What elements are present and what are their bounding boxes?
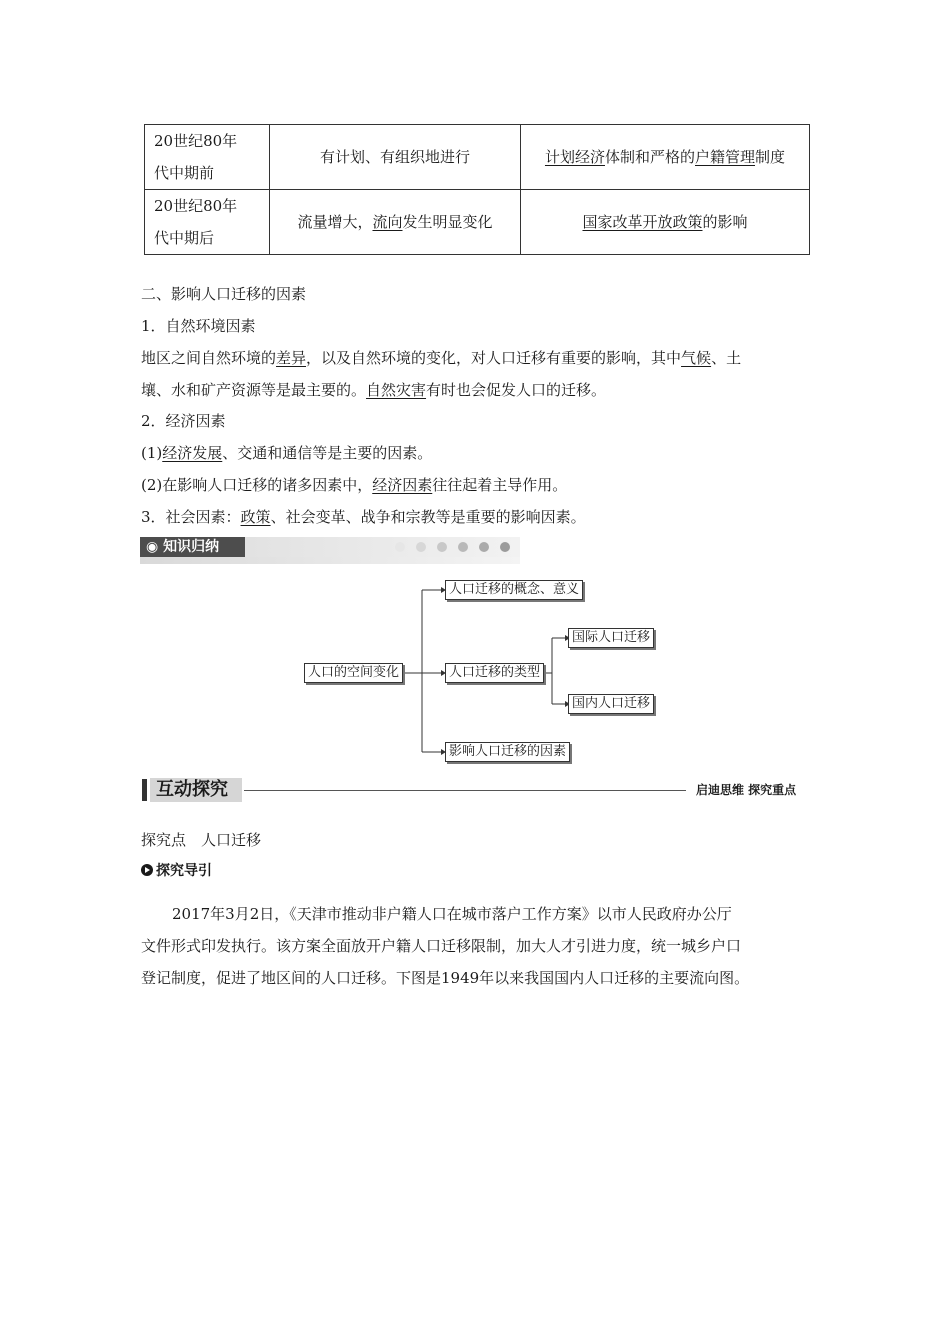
item1-line1: 地区之间自然环境的差异，以及自然环境的变化，对人口迁移有重要的影响，其中气候、土: [141, 349, 742, 367]
mindmap-international: 国际人口迁移: [568, 628, 654, 648]
feature-cell: 流量增大，流向发生明显变化: [270, 190, 521, 255]
feature-cell: 有计划、有组织地进行: [270, 125, 521, 190]
item2-point2: (2)在影响人口迁移的诸多因素中，经济因素往往起着主导作用。: [141, 476, 568, 494]
paragraph-line2: 文件形式印发执行。该方案全面放开户籍人口迁移限制，加大人才引进力度，统一城乡户口: [141, 937, 742, 955]
explore-point: 探究点 人口迁移: [141, 831, 262, 849]
mindmap-factors: 影响人口迁移的因素: [445, 742, 570, 762]
mindmap-types: 人口迁移的类型: [445, 663, 544, 683]
item3: 3．社会因素：政策、社会变革、战争和宗教等是重要的影响因素。: [141, 508, 586, 526]
mindmap-root: 人口的空间变化: [304, 663, 403, 683]
mindmap-concept: 人口迁移的概念、意义: [445, 580, 583, 600]
section-header-bar: [142, 779, 147, 801]
paragraph-line3: 登记制度，促进了地区间的人口迁移。下图是1949年以来我国国内人口迁移的主要流向图。: [141, 969, 750, 987]
item2-title: 2．经济因素: [141, 412, 226, 430]
explore-guide: 探究导引: [141, 861, 212, 881]
section-header-rule: [244, 790, 686, 791]
reason-cell: 计划经济体制和严格的户籍管理制度: [521, 125, 810, 190]
paragraph-line1: 2017年3月2日，《天津市推动非户籍人口在城市落户工作方案》以市人民政府办公厅: [172, 905, 732, 923]
section-heading: 二、影响人口迁移的因素: [141, 285, 307, 303]
section-header-title: 互动探究: [150, 778, 242, 802]
play-circle-icon: [141, 864, 153, 876]
item1-line2: 壤、水和矿产资源等是最主要的。自然灾害有时也会促发人口的迁移。: [141, 381, 607, 399]
section-header-subtitle: 启迪思维 探究重点: [696, 783, 797, 797]
mindmap-domestic: 国内人口迁移: [568, 694, 654, 714]
item1-title: 1．自然环境因素: [141, 317, 256, 335]
knowledge-summary-label: ◉ 知识归纳: [140, 537, 245, 557]
period-cell: 20世纪80年 代中期前: [145, 125, 270, 190]
reason-cell: 国家改革开放政策的影响: [521, 190, 810, 255]
period-cell: 20世纪80年 代中期后: [145, 190, 270, 255]
item2-point1: (1)经济发展、交通和通信等是主要的因素。: [141, 444, 433, 462]
